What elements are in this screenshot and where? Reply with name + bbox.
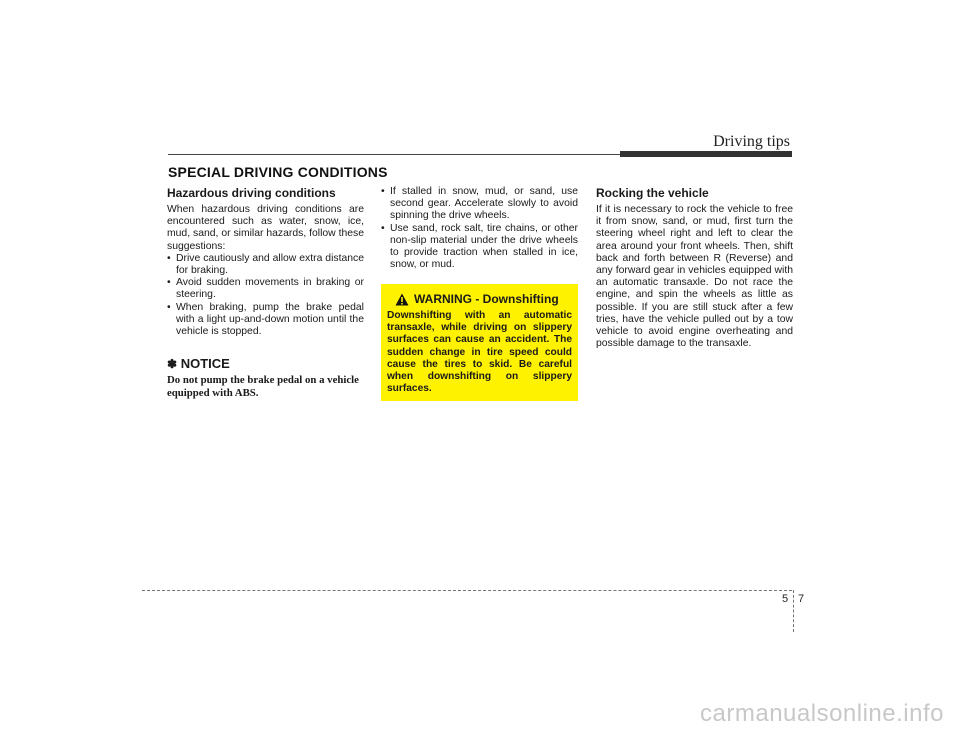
notice-star-icon: ✽ (167, 357, 178, 372)
header-title: Driving tips (713, 133, 790, 150)
header-accent-bar (620, 151, 792, 157)
list-item: • Avoid sudden movements in braking or steering. (167, 277, 364, 301)
column-hazardous-driving (167, 186, 364, 399)
list-item: • Use sand, rock salt, tire chains, or other non-slip material under the drive wheels to provide traction when stalled in ice, snow, or mud. (381, 223, 578, 272)
footer-divider (793, 590, 794, 632)
warning-header (395, 292, 572, 306)
list-item: • When braking, pump the brake pedal with a light up-and-down motion until the vehicle is stopped. (167, 302, 364, 339)
warning-text: Downshifting with an automatic transaxle, while driving on slippery surfaces can cause an accident. The sudden change in tire speed could cause the tires to skid. Be careful when downshifting on slippery surfaces. (387, 310, 572, 395)
rocking-text: If it is necessary to rock the vehicle to free it from snow, sand, or mud, first turn the steering wheel right and left to clear the area around your front wheels. Then, shift back and forth between R (Reverse) and any forward gear in vehicles equipped with an automatic transaxle. Do not race the engine, and spin the wheels as little as possible. If you are still stuck after a few tries, have the vehicle pulled out by a tow vehicle to avoid engine overheating and possible damage to the transaxle. (596, 204, 793, 350)
warning-box (381, 284, 578, 401)
footer-rule (142, 590, 792, 591)
list-item: • If stalled in snow, mud, or sand, use second gear. Accelerate slowly to avoid spinning the drive wheels. (381, 186, 578, 223)
rocking-heading: Rocking the vehicle (596, 186, 709, 200)
notice-heading-label: NOTICE (180, 356, 230, 372)
page-number: 7 (798, 593, 805, 605)
hazardous-intro: When hazardous driving conditions are encountered such as water, snow, ice, mud, sand, or similar hazards, follow these suggestions: (167, 204, 364, 252)
warning-triangle-icon (395, 293, 409, 306)
chapter-number: 5 (782, 593, 789, 605)
list-item: • Drive cautiously and allow extra distance for braking. (167, 253, 364, 277)
warning-title: WARNING - Downshifting (414, 292, 559, 306)
notice-text: Do not pump the brake pedal on a vehicle equipped with ABS. (167, 374, 359, 399)
watermark: carmanualsonline.info (700, 700, 944, 727)
column-stalled-tips (381, 186, 578, 271)
stalled-bullet-list (381, 186, 578, 271)
hazardous-bullet-list (167, 253, 364, 338)
notice-heading (167, 356, 364, 372)
hazardous-heading: Hazardous driving conditions (167, 186, 336, 200)
section-title: SPECIAL DRIVING CONDITIONS (168, 164, 388, 180)
column-rocking-vehicle (596, 186, 793, 350)
